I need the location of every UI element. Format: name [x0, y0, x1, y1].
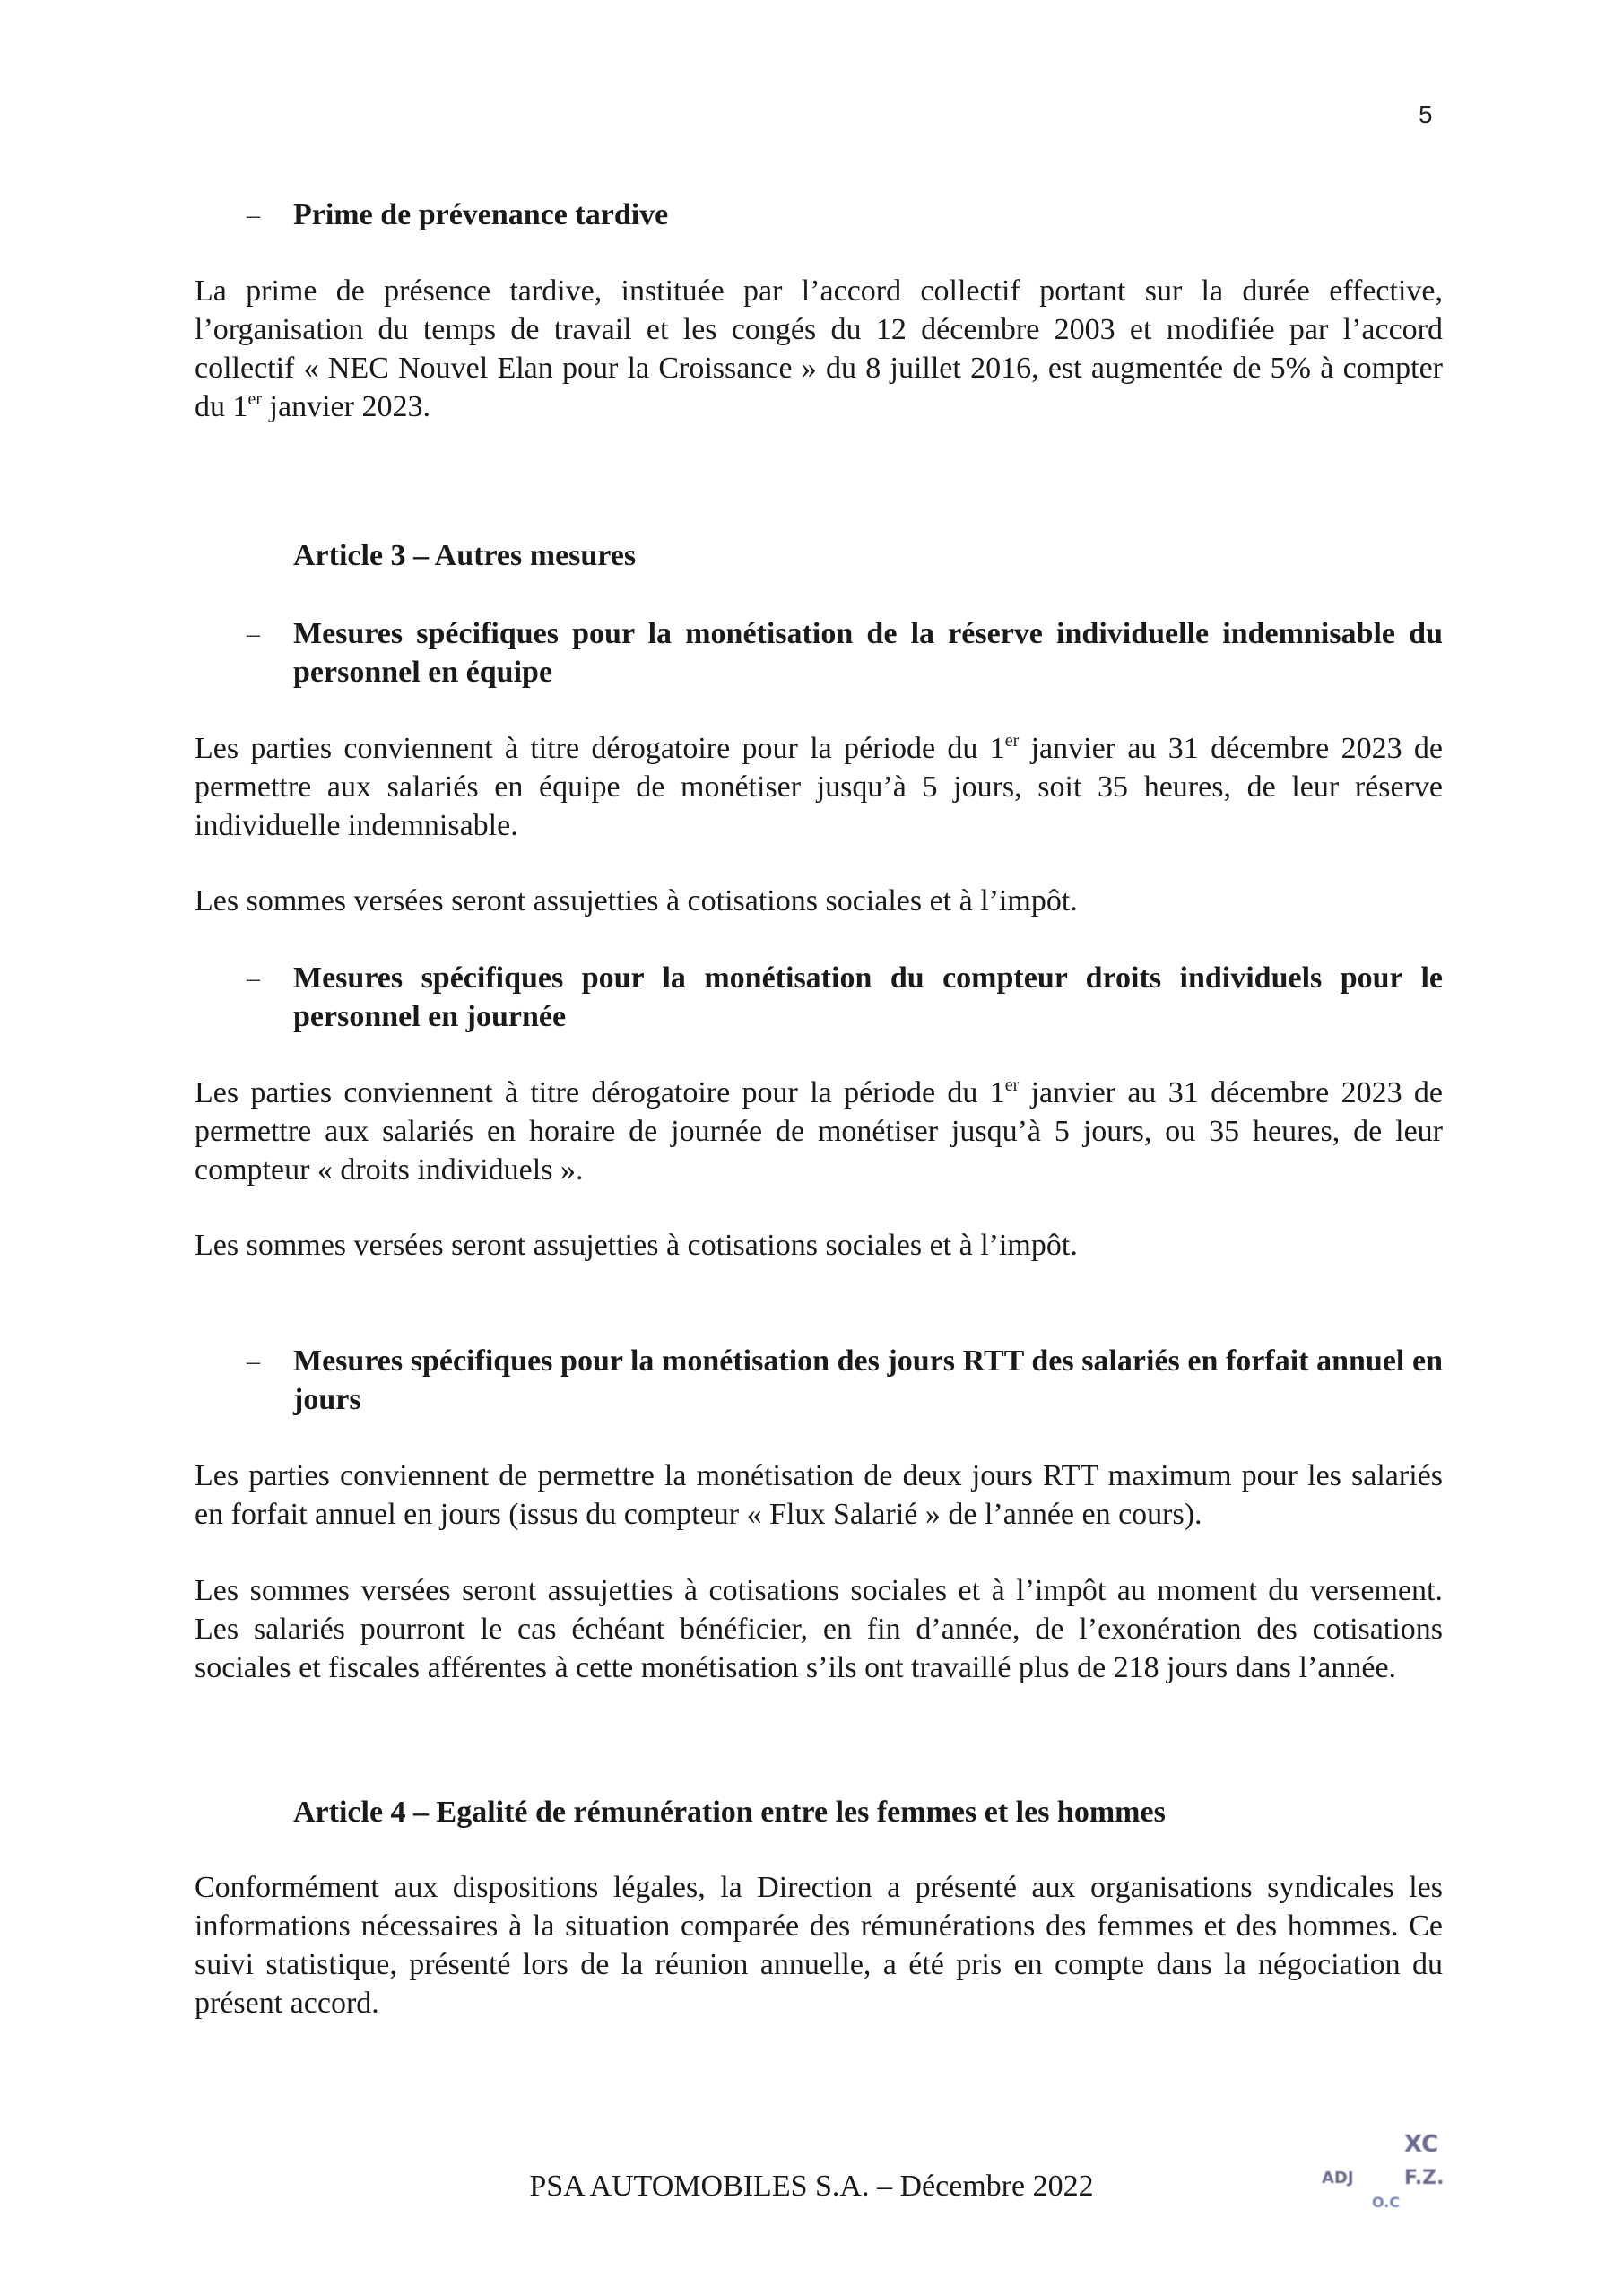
- reserve-heading: Mesures spécifiques pour la monétisation de la réserve individuelle indemnisable du personnel en équipe: [293, 617, 1443, 689]
- prime-heading: Prime de prévenance tardive: [293, 198, 669, 231]
- compteur-paragraph: [195, 1074, 1443, 1189]
- rtt-heading: Mesures spécifiques pour la monétisation des jours RTT des salariés en forfait annuel en jours: [293, 1344, 1443, 1416]
- reserve-paragraph-end: janvier au 31 décembre 2023 de permettre aux salariés en équipe de monétiser jusqu’à 5 jours, soit 35 heures, de leur réserve individuelle indemnisable.: [195, 732, 1443, 842]
- ordinal-superscript: er: [247, 389, 263, 409]
- rtt-taxes: [195, 1571, 1443, 1687]
- bullet-rtt-heading: [195, 1342, 1443, 1419]
- ordinal-superscript: er: [1004, 731, 1020, 751]
- rtt-taxes-text: Les sommes versées seront assujetties à cotisations sociales et à l’impôt au moment du versement. Les salariés pourront le cas échéant bénéficier, en fin d’année, de l’exonération des cotisations sociales et fiscales afférentes à cette monétisation s’ils ont travaillé plus de 218 jours dans l’année.: [195, 1574, 1443, 1684]
- compteur-paragraph-end: janvier au 31 décembre 2023 de permettre aux salariés en horaire de journée de monétiser jusqu’à 5 jours, ou 35 heures, de leur compteur « droits individuels ».: [195, 1076, 1443, 1187]
- dash-marker: –: [247, 200, 260, 230]
- handwritten-initials-mark: [1318, 2127, 1462, 2226]
- page-footer: PSA AUTOMOBILES S.A. – Décembre 2022: [529, 2170, 1094, 2203]
- reserve-paragraph: [195, 729, 1443, 845]
- compteur-taxes: [195, 1226, 1443, 1265]
- page-number: 5: [1419, 100, 1433, 128]
- bullet-compteur-heading: [195, 959, 1443, 1036]
- bullet-reserve-heading: [195, 614, 1443, 691]
- prime-paragraph-text: La prime de présence tardive, instituée par l’accord collectif portant sur la durée effective, l’organisation du temps de travail et les congés du 12 décembre 2003 et modifiée par l’accord collectif « NEC Nouvel Elan pour la Croissance » du 8 juillet 2016, est augmentée de 5% à compter du 1: [195, 274, 1443, 423]
- reserve-taxes-text: Les sommes versées seront assujetties à cotisations sociales et à l’impôt.: [195, 884, 1078, 918]
- article-4-paragraph-text: Conformément aux dispositions légales, la Direction a présenté aux organisations syndicales les informations nécessaires à la situation comparée des rémunérations des femmes et des hommes. Ce suivi statistique, présenté lors de la réunion annuelle, a été pris en compte dans la négociation du présent accord.: [195, 1871, 1443, 2020]
- dash-marker: –: [247, 619, 260, 648]
- ordinal-superscript: er: [1004, 1075, 1020, 1095]
- compteur-heading: Mesures spécifiques pour la monétisation du compteur droits individuels pour le personnel en journée: [293, 961, 1443, 1033]
- prime-paragraph-end: janvier 2023.: [262, 390, 430, 423]
- rtt-paragraph-text: Les parties conviennent de permettre la monétisation de deux jours RTT maximum pour les salariés en forfait annuel en jours (issus du compteur « Flux Salarié » de l’année en cours).: [195, 1459, 1443, 1531]
- initials-bottom: O.C: [1372, 2194, 1401, 2211]
- reserve-paragraph-text: Les parties conviennent à titre dérogatoire pour la période du 1: [195, 732, 1005, 765]
- article-4-title: Article 4 – Egalité de rémunération entre les femmes et les hommes: [293, 1796, 1166, 1829]
- article-4-paragraph: [195, 1868, 1443, 2022]
- article-3-title: Article 3 – Autres mesures: [293, 539, 637, 572]
- initials-middle-left: ADJ: [1322, 2169, 1354, 2187]
- reserve-taxes: [195, 882, 1443, 920]
- dash-marker: –: [247, 963, 260, 993]
- compteur-paragraph-text: Les parties conviennent à titre dérogatoire pour la période du 1: [195, 1076, 1005, 1109]
- prime-paragraph: [195, 272, 1443, 426]
- dash-marker: –: [247, 1346, 260, 1376]
- initials-middle-right: F.Z.: [1404, 2167, 1445, 2189]
- initials-top: XC: [1404, 2131, 1439, 2158]
- compteur-taxes-text: Les sommes versées seront assujetties à cotisations sociales et à l’impôt.: [195, 1229, 1078, 1262]
- bullet-prime-heading: [195, 196, 1443, 234]
- rtt-paragraph: [195, 1457, 1443, 1534]
